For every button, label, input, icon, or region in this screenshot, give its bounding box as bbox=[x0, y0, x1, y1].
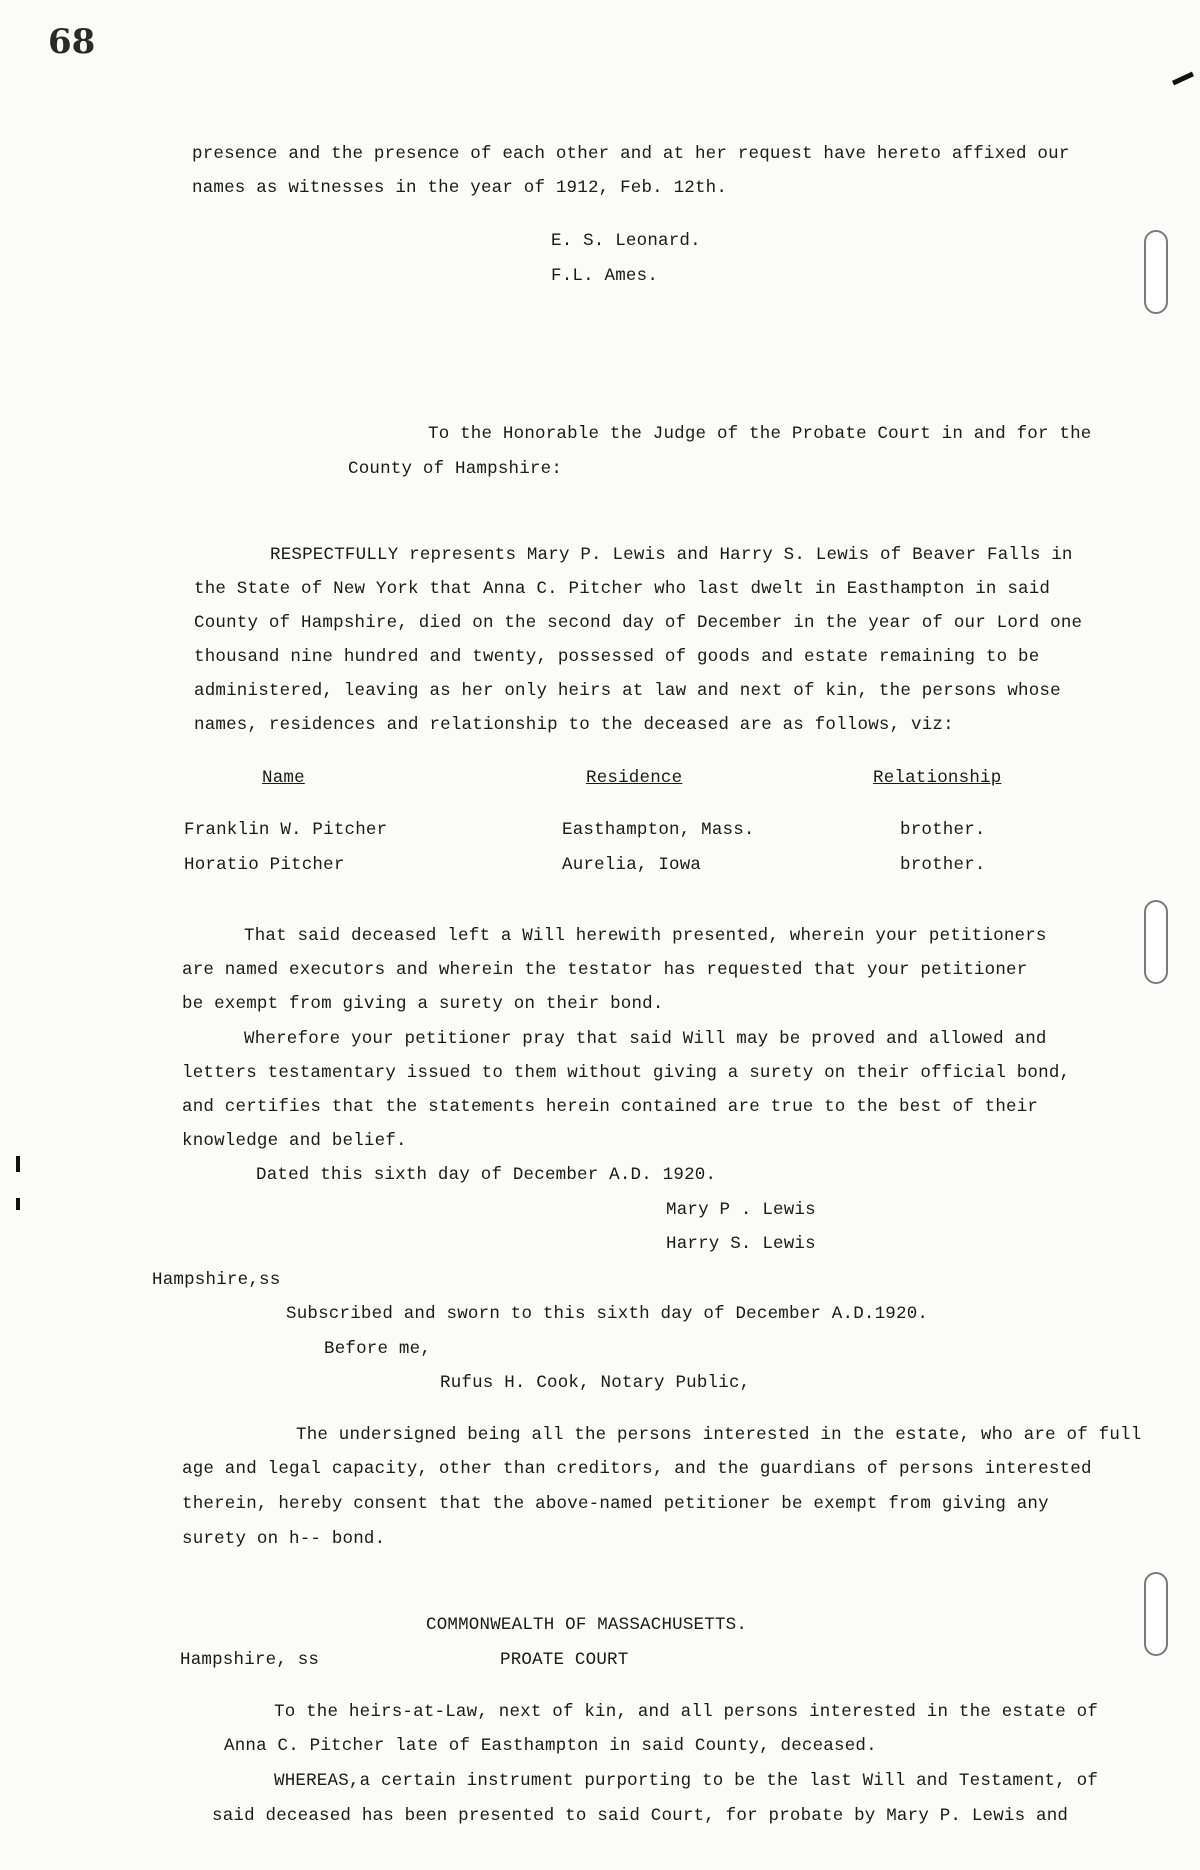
petition-line-4: thousand nine hundred and twenty, possessed of goods and estate remaining to be bbox=[194, 647, 1040, 667]
petitioner-signature-1: Mary P . Lewis bbox=[666, 1200, 816, 1220]
punch-hole-middle bbox=[1144, 900, 1168, 984]
petition-line-1: RESPECTFULLY represents Mary P. Lewis and Harry S. Lewis of Beaver Falls in bbox=[270, 545, 1073, 565]
edge-mark-top-right bbox=[1172, 72, 1194, 86]
table-header-name: Name bbox=[262, 768, 305, 788]
petition-line-5: administered, leaving as her only heirs at law and next of kin, the persons whose bbox=[194, 681, 1061, 701]
edge-mark-left-1 bbox=[16, 1156, 20, 1172]
page-number: 68 bbox=[48, 22, 96, 62]
witness-clause-line-1: presence and the presence of each other and at her request have hereto affixed our bbox=[192, 144, 1070, 164]
citation-line-1: To the heirs-at-Law, next of kin, and all persons interested in the estate of bbox=[274, 1702, 1099, 1722]
oath-before-me: Before me, bbox=[324, 1339, 432, 1359]
petition-line-2: the State of New York that Anna C. Pitcher who last dwelt in Easthampton in said bbox=[194, 579, 1051, 599]
citation-line-3: WHEREAS,a certain instrument purporting to be the last Will and Testament, of bbox=[274, 1771, 1099, 1791]
petitioner-signature-2: Harry S. Lewis bbox=[666, 1234, 816, 1254]
witness-signature-1: E. S. Leonard. bbox=[551, 231, 701, 251]
table-row-2-relationship: brother. bbox=[900, 855, 986, 875]
oath-subscribed: Subscribed and sworn to this sixth day of December A.D.1920. bbox=[286, 1304, 929, 1324]
will-line-1: That said deceased left a Will herewith presented, wherein your petitioners bbox=[244, 926, 1047, 946]
petition-line-3: County of Hampshire, died on the second day of December in the year of our Lord one bbox=[194, 613, 1083, 633]
commonwealth-venue: Hampshire, ss bbox=[180, 1650, 320, 1670]
will-line-3: be exempt from giving a surety on their bond. bbox=[182, 994, 664, 1014]
wherefore-line-1: Wherefore your petitioner pray that said Will may be proved and allowed and bbox=[244, 1029, 1047, 1049]
address-line-2: County of Hampshire: bbox=[348, 459, 563, 479]
edge-mark-left-2 bbox=[16, 1198, 20, 1210]
consent-line-3: therein, hereby consent that the above-named petitioner be exempt from giving any bbox=[182, 1494, 1049, 1514]
witness-signature-2: F.L. Ames. bbox=[551, 266, 659, 286]
punch-hole-bottom bbox=[1144, 1572, 1168, 1656]
table-row-1-name: Franklin W. Pitcher bbox=[184, 820, 388, 840]
wherefore-line-3: and certifies that the statements herein contained are true to the best of their bbox=[182, 1097, 1039, 1117]
table-row-1-relationship: brother. bbox=[900, 820, 986, 840]
table-row-2-name: Horatio Pitcher bbox=[184, 855, 345, 875]
consent-line-2: age and legal capacity, other than creditors, and the guardians of persons interested bbox=[182, 1459, 1092, 1479]
table-row-2-residence: Aurelia, Iowa bbox=[562, 855, 702, 875]
oath-notary: Rufus H. Cook, Notary Public, bbox=[440, 1373, 751, 1393]
will-line-2: are named executors and wherein the testator has requested that your petitioner bbox=[182, 960, 1028, 980]
oath-venue: Hampshire,ss bbox=[152, 1270, 281, 1290]
table-header-residence: Residence bbox=[586, 768, 683, 788]
address-line-1: To the Honorable the Judge of the Probate Court in and for the bbox=[428, 424, 1092, 444]
wherefore-line-4: knowledge and belief. bbox=[182, 1131, 407, 1151]
commonwealth-heading: COMMONWEALTH OF MASSACHUSETTS. bbox=[426, 1615, 748, 1635]
punch-hole-top bbox=[1144, 230, 1168, 314]
citation-line-2: Anna C. Pitcher late of Easthampton in said County, deceased. bbox=[224, 1736, 877, 1756]
dated-line: Dated this sixth day of December A.D. 1920. bbox=[256, 1165, 717, 1185]
petition-line-6: names, residences and relationship to the deceased are as follows, viz: bbox=[194, 715, 954, 735]
commonwealth-court: PROATE COURT bbox=[500, 1650, 629, 1670]
witness-clause-line-2: names as witnesses in the year of 1912, Feb. 12th. bbox=[192, 178, 728, 198]
citation-line-4: said deceased has been presented to said Court, for probate by Mary P. Lewis and bbox=[212, 1806, 1069, 1826]
table-row-1-residence: Easthampton, Mass. bbox=[562, 820, 755, 840]
consent-line-1: The undersigned being all the persons interested in the estate, who are of full bbox=[296, 1425, 1142, 1445]
table-header-relationship: Relationship bbox=[873, 768, 1002, 788]
consent-line-4: surety on h-- bond. bbox=[182, 1529, 386, 1549]
wherefore-line-2: letters testamentary issued to them without giving a surety on their official bond, bbox=[182, 1063, 1071, 1083]
